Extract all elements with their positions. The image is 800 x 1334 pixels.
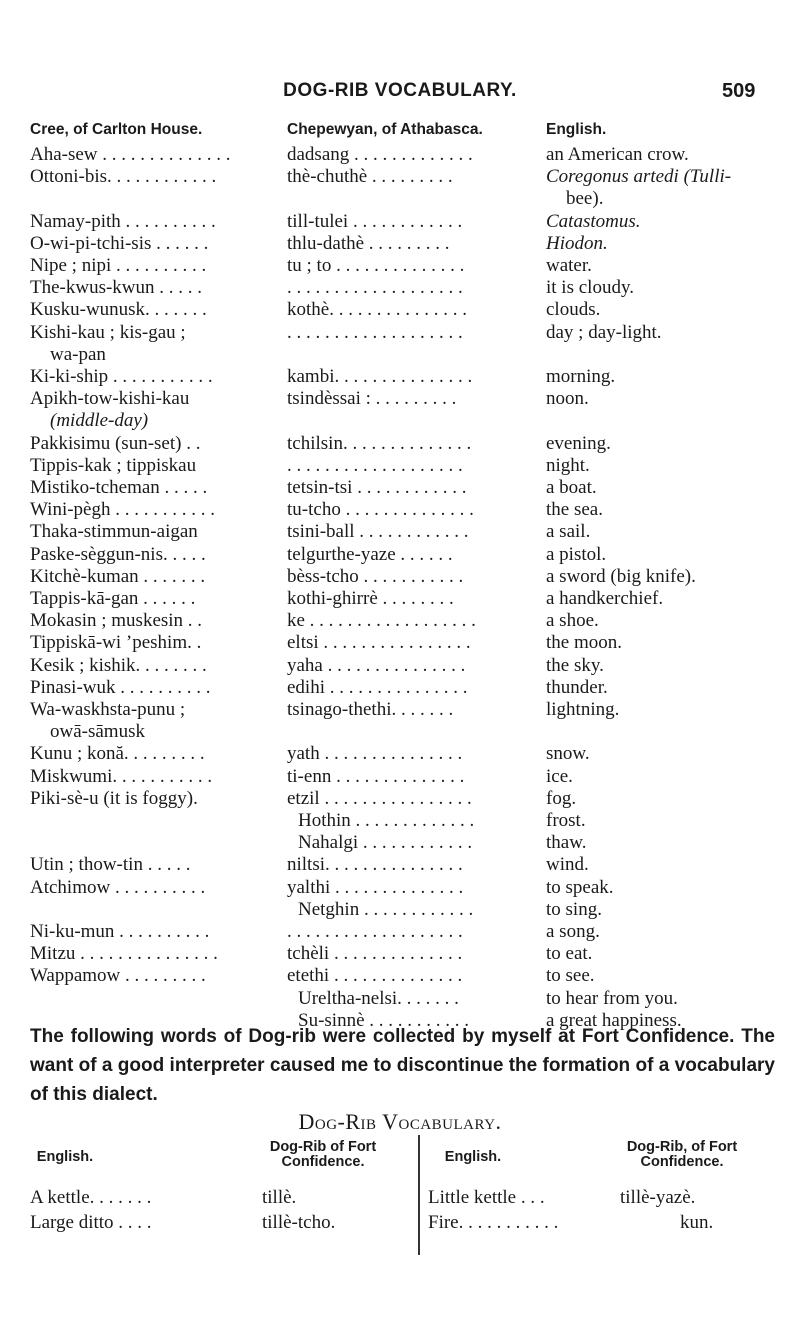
dogrib-right-header-english: English. <box>444 1149 502 1165</box>
cree-word: owā-sāmusk <box>50 721 145 743</box>
dogrib-english-word: Little kettle . . . <box>428 1187 545 1208</box>
cree-word: O-wi-pi-tchi-sis . . . . . . <box>30 232 209 254</box>
english-word: the moon. <box>546 632 622 654</box>
cree-word: Atchimow . . . . . . . . . . <box>30 876 206 898</box>
cree-word: Piki-sè-u (it is foggy). <box>30 787 198 809</box>
cree-word: Miskwumi. . . . . . . . . . . <box>30 765 213 787</box>
table-row <box>0 277 800 301</box>
chepewyan-word: kambi. . . . . . . . . . . . . . . <box>287 366 473 387</box>
cree-word: Ki-ki-ship . . . . . . . . . . . <box>30 366 213 387</box>
chepewyan-word: tu ; to . . . . . . . . . . . . . . <box>287 255 465 276</box>
cree-word: Thaka-stimmun-aigan <box>30 521 198 543</box>
dogrib-right-row <box>428 1212 558 1234</box>
chepewyan-word: tu-tcho . . . . . . . . . . . . . . <box>287 499 474 521</box>
table-row <box>0 921 800 945</box>
cree-word: wa-pan <box>50 343 106 365</box>
chepewyan-word: yath . . . . . . . . . . . . . . . <box>287 743 463 765</box>
table-row <box>0 322 800 346</box>
table-row <box>0 544 800 568</box>
english-word: the sky. <box>546 654 604 676</box>
table-row <box>0 410 800 434</box>
english-word: fog. <box>546 787 577 809</box>
cree-word: Wa-waskhsta-punu ; <box>30 699 186 720</box>
cree-word: Aha-sew . . . . . . . . . . . . . . <box>30 144 231 165</box>
table-row <box>0 588 800 612</box>
chepewyan-word: tchilsin. . . . . . . . . . . . . . <box>287 432 472 454</box>
english-word: a sail. <box>546 521 591 543</box>
column-header-cree: Cree, of Carlton House. <box>30 121 203 138</box>
dogrib-left-header-dogrib: Dog-Rib of Fort Confidence. <box>269 1139 377 1170</box>
english-word: ice. <box>546 765 573 787</box>
english-word: snow. <box>546 743 590 765</box>
table-row <box>0 344 800 368</box>
table-row <box>0 477 800 501</box>
english-word: to hear from you. <box>546 987 678 1009</box>
table-row <box>0 499 800 523</box>
dogrib-left-row <box>262 1187 296 1209</box>
english-word: Hiodon. <box>546 232 608 254</box>
english-word: the sea. <box>546 499 603 521</box>
english-word: to speak. <box>546 876 614 898</box>
table-row <box>0 166 800 190</box>
dogrib-word: tillè. <box>262 1187 297 1208</box>
chepewyan-word: Ureltha-nelsi. . . . . . . <box>298 987 459 1009</box>
table-row <box>0 810 800 834</box>
running-title: DOG-RIB VOCABULARY. <box>283 80 517 101</box>
cree-word: (middle-day) <box>50 410 149 432</box>
dogrib-word: kun. <box>680 1212 714 1233</box>
chepewyan-word: Netghin . . . . . . . . . . . . <box>298 898 474 920</box>
cree-word: Apikh-tow-kishi-kau <box>30 388 190 410</box>
english-word: a boat. <box>546 477 597 498</box>
english-word: day ; day-light. <box>546 321 662 343</box>
table-row <box>0 899 800 923</box>
table-row <box>0 965 800 989</box>
dogrib-vocabulary-title: Dog-Rib Vocabulary. <box>298 1109 502 1134</box>
table-row <box>0 366 800 390</box>
cree-word: Mokasin ; muskesin . . <box>30 610 203 632</box>
english-word: a great happiness. <box>546 1009 682 1031</box>
column-header-english: English. <box>546 121 607 138</box>
table-row <box>0 943 800 967</box>
english-word: thunder. <box>546 676 608 698</box>
chepewyan-word: tchèli . . . . . . . . . . . . . . <box>287 943 463 965</box>
table-row <box>0 832 800 856</box>
chepewyan-word: tetsin-tsi . . . . . . . . . . . . <box>287 477 467 498</box>
chepewyan-word: niltsi. . . . . . . . . . . . . . . <box>287 854 463 876</box>
cree-word: Mistiko-tcheman . . . . . <box>30 477 208 498</box>
table-row <box>0 655 800 679</box>
table-row <box>0 566 800 590</box>
table-row <box>0 988 800 1012</box>
table-row <box>0 144 800 168</box>
table-row <box>0 610 800 634</box>
english-word: a shoe. <box>546 610 599 632</box>
table-row <box>0 299 800 323</box>
table-row <box>0 188 800 212</box>
dogrib-english-word: Large ditto . . . . <box>30 1212 152 1233</box>
cree-word: Mitzu . . . . . . . . . . . . . . . <box>30 943 218 965</box>
cree-word: Kunu ; konă. . . . . . . . . <box>30 743 205 765</box>
cree-word: Kusku-wunusk. . . . . . . <box>30 299 207 321</box>
cree-word: Wappamow . . . . . . . . . <box>30 965 206 987</box>
table-row <box>0 699 800 723</box>
table-row <box>0 877 800 901</box>
chepewyan-word: etzil . . . . . . . . . . . . . . . . <box>287 787 472 809</box>
english-word: thaw. <box>546 832 587 854</box>
english-word: a pistol. <box>546 543 607 565</box>
chepewyan-word: . . . . . . . . . . . . . . . . . . . <box>287 321 463 343</box>
chepewyan-word: eltsi . . . . . . . . . . . . . . . . <box>287 632 471 654</box>
dogrib-right-row <box>620 1187 695 1209</box>
chepewyan-word: . . . . . . . . . . . . . . . . . . . <box>287 921 463 942</box>
dogrib-left-row <box>30 1212 152 1234</box>
table-row <box>0 388 800 412</box>
table-row <box>0 766 800 790</box>
english-word: Catastomus. <box>546 210 641 232</box>
dogrib-left-header-english: English. <box>36 1149 94 1165</box>
cree-word: Nipe ; nipi . . . . . . . . . . <box>30 255 207 276</box>
chepewyan-word: ke . . . . . . . . . . . . . . . . . . <box>287 610 476 632</box>
cree-word: Paske-sèggun-nis. . . . . <box>30 543 206 565</box>
chepewyan-word: yalthi . . . . . . . . . . . . . . <box>287 876 464 898</box>
cree-word: Kitchè-kuman . . . . . . . <box>30 565 206 587</box>
dogrib-left-row <box>30 1187 151 1209</box>
cree-word: Kesik ; kishik. . . . . . . . <box>30 654 207 676</box>
english-word: morning. <box>546 366 616 387</box>
table-row <box>0 233 800 257</box>
table-row <box>0 854 800 878</box>
table-row <box>0 455 800 479</box>
english-word: it is cloudy. <box>546 277 634 299</box>
chepewyan-word: edihi . . . . . . . . . . . . . . . <box>287 676 468 698</box>
chepewyan-word: . . . . . . . . . . . . . . . . . . . <box>287 454 463 476</box>
table-row <box>0 788 800 812</box>
dogrib-right-header-dogrib: Dog-Rib, of Fort Confidence. <box>626 1139 738 1170</box>
table-row <box>0 721 800 745</box>
cree-word: The-kwus-kwun . . . . . <box>30 277 203 299</box>
cree-word: Tappis-kā-gan . . . . . . <box>30 588 196 609</box>
english-word: a handkerchief. <box>546 588 664 609</box>
chepewyan-word: Su-sinnè . . . . . . . . . . . <box>298 1009 469 1031</box>
dogrib-right-row <box>680 1212 713 1234</box>
cree-word: Namay-pith . . . . . . . . . . <box>30 210 216 232</box>
english-word: to sing. <box>546 898 602 920</box>
chepewyan-word: tsindèssai : . . . . . . . . . <box>287 388 457 410</box>
english-word: a sword (big knife). <box>546 565 696 587</box>
cree-word: Pakkisimu (sun-set) . . <box>30 432 201 454</box>
table-row <box>0 211 800 235</box>
cree-word: Tippis-kak ; tippiskau <box>30 454 197 476</box>
table-row <box>0 255 800 279</box>
english-word: a song. <box>546 921 600 942</box>
dogrib-word: tillè-yazè. <box>620 1187 696 1208</box>
chepewyan-word: . . . . . . . . . . . . . . . . . . . <box>287 277 463 299</box>
english-word: wind. <box>546 854 589 876</box>
dogrib-right-row <box>428 1187 545 1209</box>
english-word: bee). <box>566 188 604 210</box>
page-header <box>0 80 800 110</box>
english-word: to see. <box>546 965 595 987</box>
english-word: clouds. <box>546 299 601 321</box>
chepewyan-word: dadsang . . . . . . . . . . . . . <box>287 144 473 165</box>
table-row <box>0 677 800 701</box>
chepewyan-word: till-tulei . . . . . . . . . . . . <box>287 210 463 232</box>
chepewyan-word: yaha . . . . . . . . . . . . . . . <box>287 654 466 676</box>
chepewyan-word: tsinago-thethi. . . . . . . <box>287 699 454 720</box>
chepewyan-word: Hothin . . . . . . . . . . . . . <box>298 810 475 831</box>
chepewyan-word: tsini-ball . . . . . . . . . . . . <box>287 521 469 543</box>
table-row <box>0 521 800 545</box>
dogrib-english-word: Fire. . . . . . . . . . . <box>428 1212 559 1233</box>
english-word: Coregonus artedi (Tulli- <box>546 166 732 188</box>
dogrib-word: tillè-tcho. <box>262 1212 336 1233</box>
chepewyan-word: Nahalgi . . . . . . . . . . . . <box>298 832 473 854</box>
chepewyan-word: telgurthe-yaze . . . . . . <box>287 543 453 565</box>
cree-word: Wini-pègh . . . . . . . . . . . <box>30 499 215 521</box>
table-row <box>0 743 800 767</box>
english-word: an American crow. <box>546 144 689 165</box>
chepewyan-word: etethi . . . . . . . . . . . . . . <box>287 965 463 987</box>
english-word: night. <box>546 454 590 476</box>
english-word: frost. <box>546 810 586 831</box>
english-word: noon. <box>546 388 589 410</box>
english-word: evening. <box>546 432 611 454</box>
chepewyan-word: thè-chuthè . . . . . . . . . <box>287 166 453 188</box>
column-divider <box>418 1135 420 1255</box>
dogrib-english-word: A kettle. . . . . . . <box>30 1187 152 1208</box>
cree-word: Tippiskā-wi ’peshim. . <box>30 632 202 654</box>
english-word: lightning. <box>546 699 620 720</box>
dogrib-left-row <box>262 1212 335 1234</box>
cree-word: Ottoni-bis. . . . . . . . . . . . <box>30 166 217 188</box>
cree-word: Ni-ku-mun . . . . . . . . . . <box>30 921 210 942</box>
cree-word: Pinasi-wuk . . . . . . . . . . <box>30 676 211 698</box>
cree-word: Utin ; thow-tin . . . . . <box>30 854 191 876</box>
column-header-chepewyan: Chepewyan, of Athabasca. <box>287 121 483 138</box>
cree-word: Kishi-kau ; kis-gau ; <box>30 321 186 343</box>
chepewyan-word: kothi-ghirrè . . . . . . . . <box>287 588 454 609</box>
chepewyan-word: bèss-tcho . . . . . . . . . . . <box>287 565 464 587</box>
chepewyan-word: ti-enn . . . . . . . . . . . . . . <box>287 765 465 787</box>
note-paragraph: The following words of Dog-rib were collected by myself at Fort Confidence. The want of a good interpreter caused me to discontinue the formation of a vocabulary of this dialect. <box>30 1026 775 1105</box>
table-row <box>0 632 800 656</box>
english-word: water. <box>546 255 592 276</box>
table-row <box>0 433 800 457</box>
english-word: to eat. <box>546 943 593 965</box>
chepewyan-word: kothè. . . . . . . . . . . . . . . <box>287 299 467 321</box>
page-number: 509 <box>722 80 756 102</box>
chepewyan-word: thlu-dathè . . . . . . . . . <box>287 232 450 254</box>
